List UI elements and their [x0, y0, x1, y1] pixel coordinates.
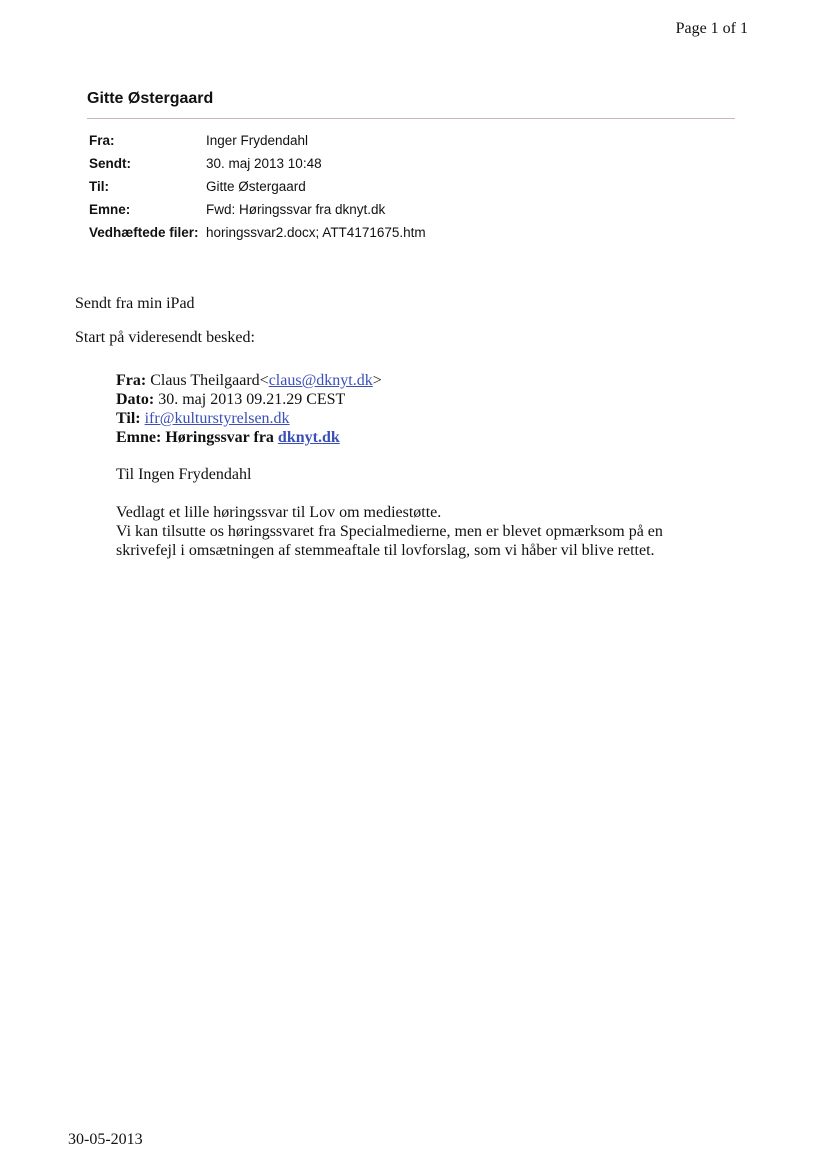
message-line: skrivefejl i omsætningen af stemmeaftale til lovforslag, som vi håber vil blive rettet.	[116, 542, 655, 559]
attachments-value: horingssvar2.docx; ATT4171675.htm	[206, 225, 426, 240]
forwarded-subject-label: Emne:	[116, 429, 162, 446]
forwarded-subject-line	[116, 428, 663, 447]
header-value: Gitte Østergaard	[206, 179, 306, 194]
header-label: Til:	[89, 179, 109, 194]
forwarded-subject-text: Høringssvar fra	[165, 429, 274, 446]
forwarded-to-email-link[interactable]: ifr@kulturstyrelsen.dk	[144, 410, 290, 427]
forwarded-from-name: Claus Theilgaard	[150, 372, 260, 389]
page-number: Page 1 of 1	[675, 20, 748, 37]
header-row-subject	[89, 198, 426, 221]
message-line: Vi kan tilsutte os høringssvaret fra Specialmedierne, men er blevet opmærksom på en	[116, 523, 663, 540]
greeting-line: Til Ingen Frydendahl	[116, 466, 252, 483]
header-value: Inger Frydendahl	[206, 133, 309, 148]
header-row-to	[89, 175, 426, 198]
email-header-fields	[89, 129, 426, 244]
header-label: Vedhæftede filer:	[89, 225, 199, 240]
header-row-sent	[89, 152, 426, 175]
header-value: 30. maj 2013 10:48	[206, 156, 322, 171]
message-line: Vedlagt et lille høringssvar til Lov om mediestøtte.	[116, 504, 442, 521]
email-body-intro	[75, 295, 255, 347]
header-label: Sendt:	[89, 156, 131, 171]
forwarded-from-email-link[interactable]: claus@dknyt.dk	[268, 372, 373, 389]
header-divider	[87, 118, 735, 119]
header-label: Fra:	[89, 133, 115, 148]
forwarded-message	[116, 371, 663, 560]
forward-intro-line: Start på videresendt besked:	[75, 329, 255, 346]
forwarded-date-label: Dato:	[116, 391, 155, 408]
footer-date: 30-05-2013	[68, 1131, 143, 1148]
header-row-attachments	[89, 221, 426, 244]
forwarded-date-line	[116, 390, 663, 409]
forwarded-subject-link[interactable]: dknyt.dk	[277, 429, 340, 446]
forwarded-date-value: 30. maj 2013 09.21.29 CEST	[158, 391, 346, 408]
header-value: Fwd: Høringssvar fra dknyt.dk	[206, 202, 386, 217]
forwarded-from-line: Fra: Claus Theilgaard<claus@dknyt.dk>	[116, 372, 382, 389]
header-label: Emne:	[89, 202, 131, 217]
message-body	[116, 503, 663, 560]
forwarded-to-line	[116, 409, 663, 428]
forwarded-from-label: Fra:	[116, 372, 147, 389]
header-row-from	[89, 129, 426, 152]
sent-from-line: Sendt fra min iPad	[75, 295, 195, 312]
sender-name-heading: Gitte Østergaard	[87, 90, 214, 107]
forwarded-to-label: Til:	[116, 410, 141, 427]
